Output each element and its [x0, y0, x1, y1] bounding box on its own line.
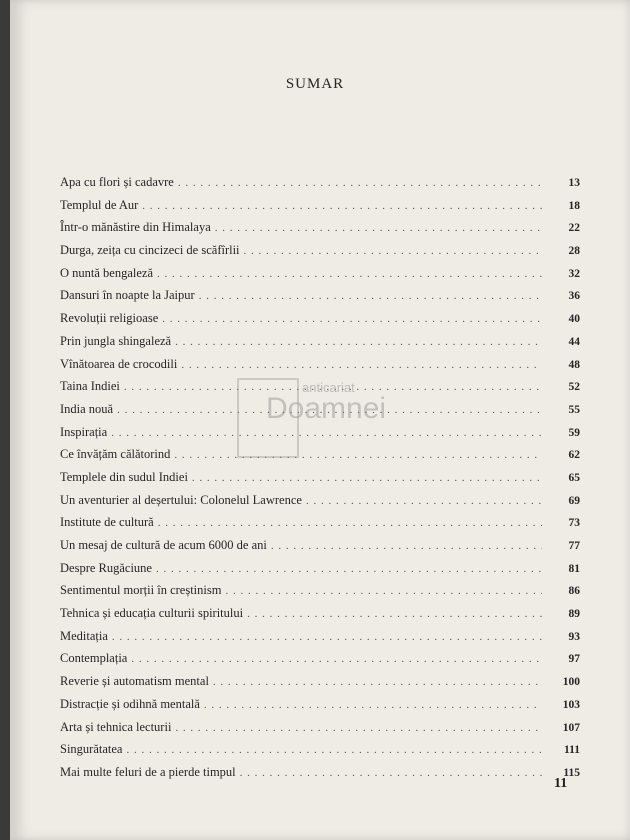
toc-entry [60, 425, 580, 448]
toc-entry-title: Ce învățăm călătorind [60, 447, 171, 462]
dot-leader [225, 585, 542, 597]
toc-entry-title: Tehnica și educația culturii spiritului [60, 606, 244, 621]
dot-leader [162, 313, 542, 325]
toc-entry-title: Reverie și automatism mental [60, 674, 209, 689]
toc-entry [60, 697, 580, 720]
toc-entry-title: Dansuri în noapte la Jaipur [60, 288, 195, 303]
toc-entry-page: 69 [568, 494, 580, 507]
toc-entry-page: 111 [564, 744, 580, 757]
dot-leader [174, 449, 542, 461]
page-number: 11 [554, 776, 568, 791]
toc-entry-title: Vînătoarea de crocodili [60, 356, 178, 371]
toc-entry-page: 40 [568, 313, 580, 326]
toc-entry-page: 22 [568, 222, 580, 235]
toc-entry [60, 334, 580, 357]
toc-entry-title: Un mesaj de cultură de acum 6000 de ani [60, 538, 267, 552]
dot-leader [181, 359, 542, 371]
dot-leader [271, 540, 542, 552]
toc-entry-page: 44 [568, 335, 580, 348]
toc-entry [60, 742, 580, 765]
toc-entry-title: Meditația [60, 628, 108, 643]
toc-entry-page: 103 [562, 698, 580, 711]
toc-entry-title: Mai multe feluri de a pierde timpul [60, 764, 236, 779]
toc-entry-title: Contemplația [60, 651, 128, 666]
toc-entry [60, 220, 580, 243]
toc-entry [60, 561, 580, 584]
dot-leader [111, 427, 542, 439]
toc-entry [60, 447, 580, 470]
toc-entry-title: Distracție și odihnă mentală [60, 696, 200, 711]
page-title: SUMAR [285, 76, 345, 92]
toc-entry-title: Durga, zeița cu cincizeci de scăfîrlii [60, 243, 240, 258]
toc-entry-page: 48 [568, 358, 580, 371]
toc-entry-title: Arta și tehnica lecturii [60, 719, 172, 734]
dot-leader [178, 177, 542, 189]
toc-entry-page: 107 [562, 721, 580, 734]
dot-leader [126, 744, 542, 756]
toc-entry [60, 493, 580, 516]
dot-leader [204, 699, 542, 711]
toc-entry-title: Despre Rugăciune [60, 560, 152, 575]
toc-entry-page: 81 [568, 562, 580, 575]
toc-entry-title: Apa cu flori și cadavre [60, 175, 174, 189]
toc-entry [60, 651, 580, 674]
toc-entry [60, 720, 580, 743]
toc-entry [60, 266, 580, 289]
toc-entry-title: Singurătatea [60, 742, 123, 757]
toc-entry [60, 198, 580, 221]
toc-entry-page: 62 [568, 449, 580, 462]
dot-leader [247, 608, 542, 620]
toc-entry-page: 100 [562, 676, 580, 689]
toc-entry [60, 583, 580, 606]
toc-entry-title: Prin jungla shingaleză [60, 333, 172, 348]
toc-entry-page: 89 [568, 608, 580, 621]
toc-entry-page: 59 [568, 426, 580, 439]
toc-entry-page: 28 [568, 245, 580, 258]
toc-entry-title: Un aventurier al deșertului: Colonelul Lawrence [60, 492, 302, 507]
toc-entry-title: Templul de Aur [60, 197, 139, 212]
dot-leader [199, 290, 542, 302]
dot-leader [192, 472, 542, 484]
dot-leader [213, 676, 542, 688]
dot-leader [156, 563, 542, 575]
dot-leader [157, 268, 542, 280]
dot-leader [306, 495, 542, 507]
dot-leader [131, 653, 542, 665]
toc-entry-title: Într-o mănăstire din Himalaya [60, 220, 211, 235]
toc-entry-page: 77 [568, 540, 580, 552]
toc-entry-page: 13 [568, 177, 580, 189]
toc-entry-page: 73 [568, 517, 580, 530]
table-of-contents [60, 175, 580, 788]
toc-entry-page: 97 [568, 653, 580, 666]
toc-entry [60, 288, 580, 311]
toc-entry [60, 515, 580, 538]
dot-leader [158, 517, 542, 529]
dot-leader [244, 245, 542, 257]
toc-entry [60, 674, 580, 697]
toc-entry-title: Templele din sudul Indiei [60, 469, 188, 484]
dot-leader [240, 767, 542, 779]
toc-entry-page: 55 [568, 403, 580, 416]
toc-entry [60, 765, 580, 788]
toc-entry-page: 52 [568, 381, 580, 394]
watermark-big-text: Doamnei [266, 392, 387, 425]
toc-entry-title: Sentimentul morții în creștinism [60, 583, 222, 598]
toc-entry-page: 18 [568, 199, 580, 212]
dot-leader [175, 336, 542, 348]
toc-entry-title: Revoluții religioase [60, 311, 159, 326]
toc-entry [60, 243, 580, 266]
toc-entry-page: 86 [568, 585, 580, 598]
toc-entry [60, 470, 580, 493]
toc-entry-page: 32 [568, 267, 580, 280]
toc-entry-title: Taina Indiei [60, 379, 120, 394]
toc-entry [60, 629, 580, 652]
toc-entry-page: 65 [568, 471, 580, 484]
toc-entry-title: India nouă [60, 401, 114, 416]
dot-leader [175, 722, 542, 734]
toc-entry-title: Inspirația [60, 424, 108, 439]
toc-entry-page: 115 [563, 766, 580, 779]
dot-leader [142, 200, 542, 212]
toc-entry [60, 311, 580, 334]
toc-entry [60, 538, 580, 561]
dot-leader [112, 631, 542, 643]
toc-entry [60, 175, 580, 198]
toc-entry-page: 36 [568, 290, 580, 303]
watermark-small-text: anticariat [302, 380, 355, 395]
toc-entry [60, 606, 580, 629]
toc-entry-title: Institute de cultură [60, 515, 154, 530]
toc-entry-page: 93 [568, 630, 580, 643]
toc-entry-title: O nuntă bengaleză [60, 265, 154, 280]
dot-leader [215, 222, 542, 234]
toc-entry [60, 357, 580, 380]
